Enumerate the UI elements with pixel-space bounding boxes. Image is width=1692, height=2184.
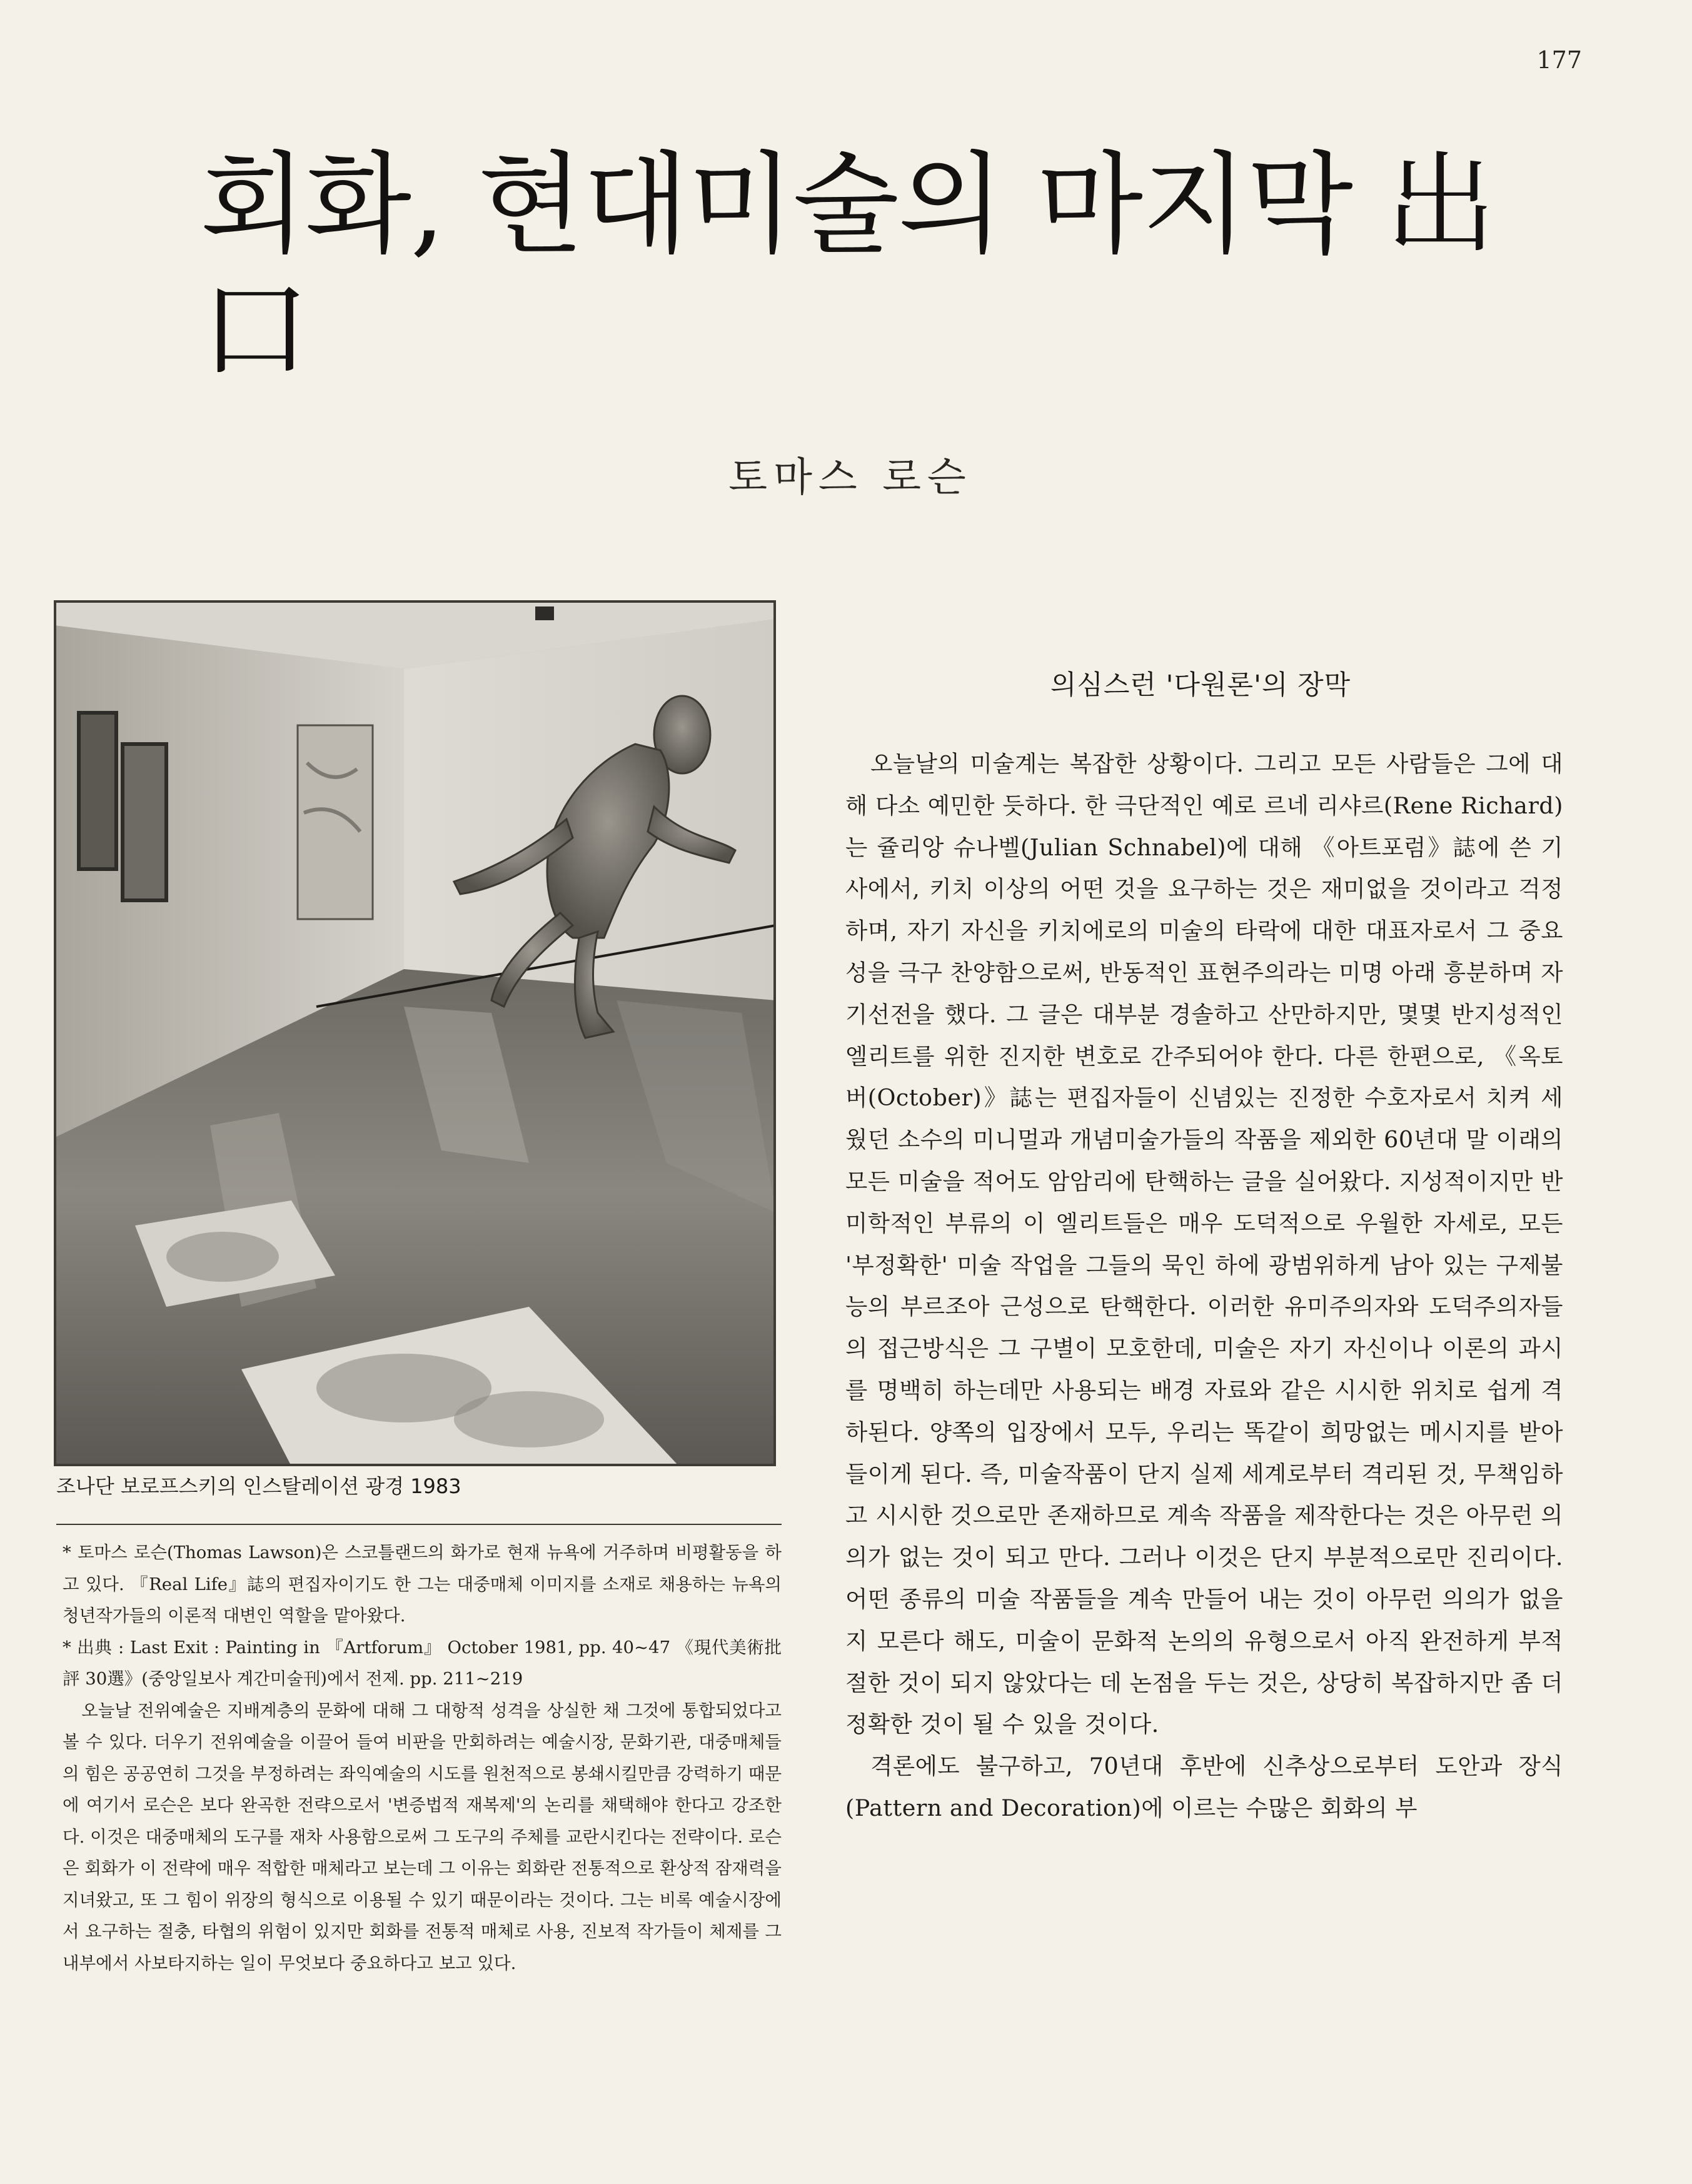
article-title: 회화, 현대미술의 마지막 出口	[200, 141, 1494, 394]
body-text	[845, 743, 1563, 1829]
footnote-author: * 토마스 로슨(Thomas Lawson)은 스코틀랜드의 화가로 현재 뉴욕에 거주하며 비평활동을 하고 있다. 『Real Life』誌의 편집자이기도 한 그는 대중매체 이미지를 소재로 채용하는 뉴욕의 청년작가들의 이론적 대변인 역할을 맡아왔다.	[63, 1542, 782, 1626]
section-heading: 의심스런 '다원론'의 장막	[1050, 670, 1351, 701]
page-number: 177	[1536, 46, 1582, 74]
installation-photo	[54, 600, 776, 1466]
footnote-source: * 出典 : Last Exit : Painting in 『Artforum』 October 1981, pp. 40~47 《現代美術批評 30選》(중앙일보사 계간미술刊)에서 전제. pp. 211~219	[63, 1637, 782, 1689]
photo-caption: 조나단 보로프스키의 인스탈레이션 광경 1983	[56, 1474, 461, 1498]
footnote-divider	[56, 1524, 782, 1525]
footnotes	[63, 1537, 782, 1979]
body-paragraph: 오늘날의 미술계는 복잡한 상황이다. 그리고 모든 사람들은 그에 대해 다소 예민한 듯하다. 한 극단적인 예로 르네 리샤르(Rene Richard)는 쥴리앙 슈나벨(Julian Schnabel)에 대해 《아트포럼》誌에 쓴 기사에서, 키치 이상의 어떤 것을 요구하는 것은 재미없을 것이라고 걱정하며, 자기 자신을 키치에로의 미술의 타락에 대한 대표자로서 그 중요성을 극구 찬양함으로써, 반동적인 표현주의라는 미명 아래 흥분하며 자기선전을 했다. 그 글은 대부분 경솔하고 산만하지만, 몇몇 반지성적인 엘리트를 위한 진지한 변호로 간주되어야 한다. 다른 한편으로, 《옥토버(October)》誌는 편집자들이 신념있는 진정한 수호자로서 치켜 세웠던 소수의 미니멀과 개념미술가들의 작품을 제외한 60년대 말 이래의 모든 미술을 적어도 암암리에 탄핵하는 글을 실어왔다. 지성적이지만 반미학적인 부류의 이 엘리트들은 매우 도덕적으로 우월한 자세로, 모든 '부정확한' 미술 작업을 그들의 묵인 하에 광범위하게 남아 있는 구제불능의 부르조아 근성으로 탄핵한다. 이러한 유미주의자와 도덕주의자들의 접근방식은 그 구별이 모호한데, 미술은 자기 자신이나 이론의 과시를 명백히 하는데만 사용되는 배경 자료와 같은 시시한 위치로 쉽게 격하된다. 양쪽의 입장에서 모두, 우리는 똑같이 희망없는 메시지를 받아들이게 된다. 즉, 미술작품이 단지 실제 세계로부터 격리된 것, 무책임하고 시시한 것으로만 존재하므로 계속 작품을 제작한다는 것은 아무런 의의가 없는 것이 되고 만다. 그러나 이것은 단지 부분적으로만 진리이다. 어떤 종류의 미술 작품들을 계속 만들어 내는 것이 아무런 의의가 없을지 모른다 해도, 미술이 문화적 논의의 유형으로서 아직 완전하게 부적절한 것이 되지 않았다는 데 논점을 두는 것은, 상당히 복잡하지만 좀 더 정확한 것이 될 수 있을 것이다.	[845, 750, 1563, 1738]
footnote-summary: 오늘날 전위예술은 지배계층의 문화에 대해 그 대항적 성격을 상실한 채 그것에 통합되었다고 볼 수 있다. 더우기 전위예술을 이끌어 들여 비판을 만회하려는 예술시장, 문화기관, 대중매체들의 힘은 공공연히 그것을 부정하려는 좌익예술의 시도를 원천적으로 봉쇄시킬만큼 강력하기 때문에 여기서 로슨은 보다 완곡한 전략으로서 '변증법적 재복제'의 논리를 채택해야 한다고 강조한다. 이것은 대중매체의 도구를 재차 사용함으로써 그 도구의 주체를 교란시킨다는 전략이다. 로슨은 회화가 이 전략에 매우 적합한 매체라고 보는데 그 이유는 회화란 전통적으로 환상적 잠재력을 지녀왔고, 또 그 힘이 위장의 형식으로 이용될 수 있기 때문이라는 것이다. 그는 비록 예술시장에서 요구하는 절충, 타협의 위험이 있지만 회화를 전통적 매체로 사용, 진보적 작가들이 체제를 그 내부에서 사보타지하는 일이 무엇보다 중요하다고 보고 있다.	[63, 1700, 782, 1973]
body-paragraph: 격론에도 불구하고, 70년대 후반에 신추상으로부터 도안과 장식(Pattern and Decoration)에 이르는 수많은 회화의 부	[845, 1753, 1563, 1821]
article-author: 토마스 로슨	[728, 455, 972, 501]
